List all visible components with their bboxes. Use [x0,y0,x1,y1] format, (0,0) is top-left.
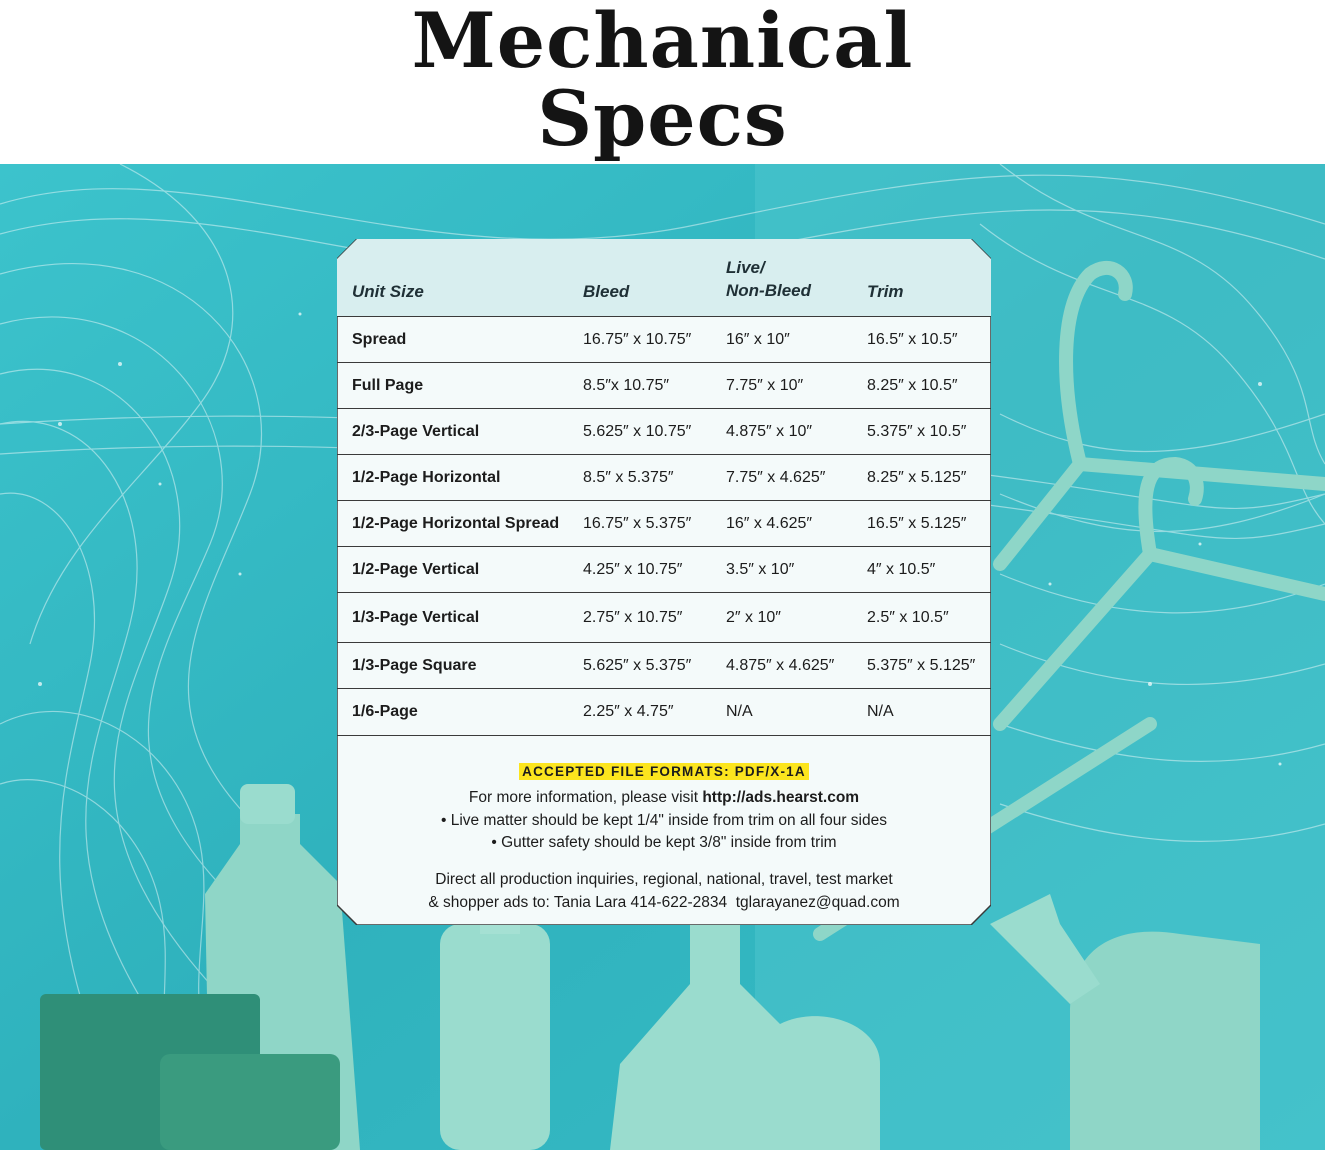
cell-live: 16″ x 10″ [726,331,790,348]
table-row [337,408,991,455]
specs-footer [337,749,991,914]
header-trim: Trim [867,282,904,301]
live-matter-note: • Live matter should be kept 1/4" inside from trim on all four sides [441,811,887,829]
cell-trim: 8.25″ x 10.5″ [867,377,958,394]
specs-card [337,239,991,925]
more-info-line [337,787,991,810]
gutter-safety-note: • Gutter safety should be kept 3/8" inside from trim [491,834,837,851]
cell-live: 3.5″ x 10″ [726,561,795,578]
cell-trim: 16.5″ x 5.125″ [867,515,967,532]
cell-bleed: 8.5″ x 5.375″ [583,469,674,486]
table-row [337,592,991,643]
table-row [337,316,991,363]
cell-unit: Spread [352,331,407,348]
header-live-line1: Live/ [726,258,765,277]
header-bleed: Bleed [583,282,630,301]
table-row [337,642,991,689]
cell-live: 7.75″ x 4.625″ [726,469,826,486]
hearst-ads-link[interactable]: http://ads.hearst.com [702,789,860,806]
cell-bleed: 5.625″ x 5.375″ [583,657,692,674]
header-unit-size: Unit Size [352,282,424,301]
cell-unit: Full Page [352,377,424,394]
contact-block [337,868,991,914]
cell-trim: N/A [867,703,894,720]
cell-unit: 1/3-Page Square [352,657,477,674]
cell-trim: 16.5″ x 10.5″ [867,331,958,348]
header-live-line2: Non-Bleed [726,281,811,300]
title-line-1: Mechanical [411,0,914,85]
contact-line-2: & shopper ads to: Tania Lara 414-622-2834 tglarayanez@quad.com [428,893,900,911]
cell-trim: 8.25″ x 5.125″ [867,469,967,486]
cell-unit: 1/2-Page Vertical [352,561,480,578]
page-title [0,0,1325,164]
cell-live: 16″ x 4.625″ [726,515,813,532]
info-block [337,787,991,855]
cell-trim: 5.375″ x 10.5″ [867,423,967,440]
cell-bleed: 5.625″ x 10.75″ [583,423,692,440]
cell-trim: 5.375″ x 5.125″ [867,657,976,674]
cell-bleed: 8.5″x 10.75″ [583,377,670,394]
cell-unit: 1/2-Page Horizontal [352,469,501,486]
title-line-2: Specs [537,74,788,163]
table-row [337,500,991,547]
cell-bleed: 2.75″ x 10.75″ [583,609,683,626]
table-row [337,688,991,736]
cell-live: 4.875″ x 4.625″ [726,657,835,674]
cell-live: N/A [726,703,753,720]
cell-bleed: 16.75″ x 5.375″ [583,515,692,532]
cell-bleed: 4.25″ x 10.75″ [583,561,683,578]
cell-unit: 1/6-Page [352,703,418,720]
accepted-formats-badge: ACCEPTED FILE FORMATS: PDF/X-1A [519,763,809,780]
header-live-non-bleed [726,239,811,316]
cell-live: 4.875″ x 10″ [726,423,813,440]
cell-trim: 4″ x 10.5″ [867,561,936,578]
table-row [337,454,991,501]
cell-live: 2″ x 10″ [726,609,781,626]
contact-line-1: Direct all production inquiries, regional, national, travel, test market [435,870,893,888]
cell-unit: 2/3-Page Vertical [352,423,480,440]
table-header-row [337,239,991,316]
cell-bleed: 16.75″ x 10.75″ [583,331,692,348]
cell-unit: 1/2-Page Horizontal Spread [352,515,560,532]
table-row [337,546,991,593]
cell-trim: 2.5″ x 10.5″ [867,609,949,626]
table-row [337,362,991,409]
cell-bleed: 2.25″ x 4.75″ [583,703,674,720]
cell-unit: 1/3-Page Vertical [352,609,480,626]
cell-live: 7.75″ x 10″ [726,377,804,394]
more-info-text: For more information, please visit [468,789,699,806]
